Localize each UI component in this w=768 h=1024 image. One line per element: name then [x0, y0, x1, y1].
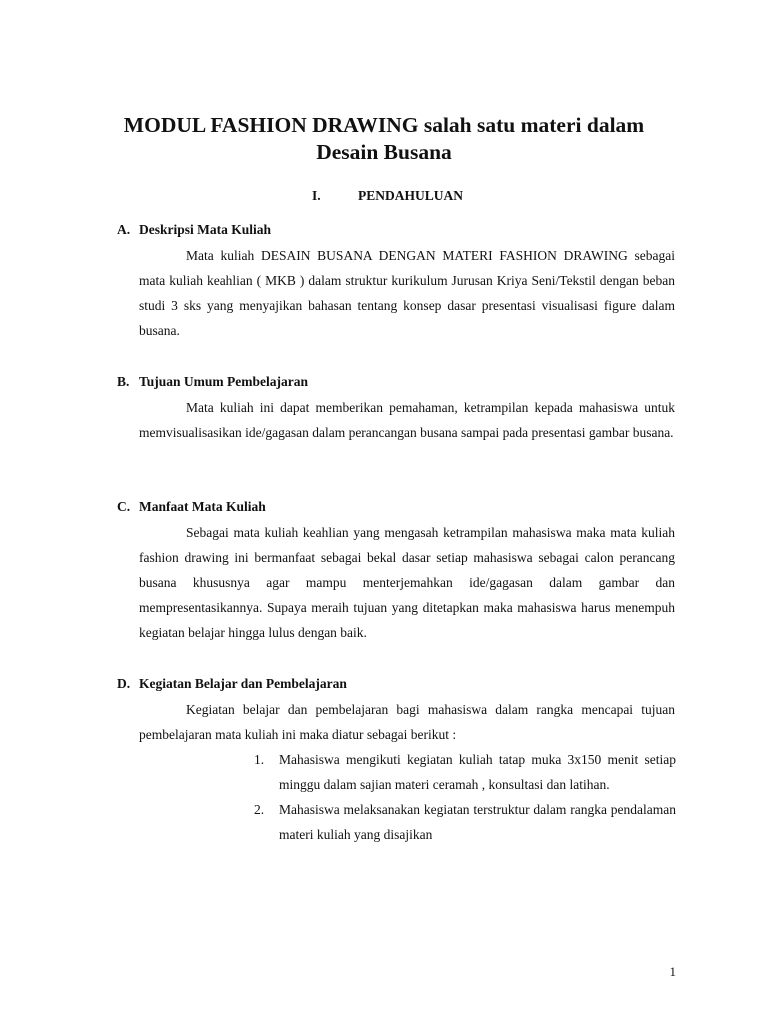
title-line-2: Desain Busana — [316, 140, 452, 164]
document-title — [80, 112, 688, 166]
chapter-heading — [0, 188, 768, 208]
section-letter: B. — [117, 374, 130, 389]
list-item — [254, 747, 676, 797]
section-letter: C. — [117, 499, 131, 514]
chapter-number: I. — [312, 188, 321, 203]
page-number: 1 — [669, 964, 676, 979]
list-item — [254, 797, 676, 847]
activity-list — [254, 747, 676, 847]
section-title: Deskripsi Mata Kuliah — [139, 222, 272, 237]
section-heading-a — [117, 222, 677, 242]
list-marker: 1. — [254, 752, 265, 767]
section-letter: A. — [117, 222, 131, 237]
title-line-1: MODUL FASHION DRAWING salah satu materi dalam — [123, 113, 645, 137]
list-marker: 2. — [254, 802, 265, 817]
section-paragraph-d: Kegiatan belajar dan pembelajaran bagi mahasiswa dalam rangka mencapai tujuan pembelajaran mata kuliah ini maka diatur sebagai berikut : — [139, 702, 675, 742]
list-item-text: Mahasiswa mengikuti kegiatan kuliah tatap muka 3x150 menit setiap minggu dalam sajian materi ceramah , konsultasi dan latihan. — [279, 752, 676, 792]
chapter-name: PENDAHULUAN — [358, 188, 464, 203]
section-title: Kegiatan Belajar dan Pembelajaran — [139, 676, 347, 691]
section-paragraph-a: Mata kuliah DESAIN BUSANA DENGAN MATERI FASHION DRAWING sebagai mata kuliah keahlian ( MKB ) dalam struktur kurikulum Jurusan Kriya Seni/Tekstil dengan beban studi 3 sks yang menyajikan bahasan tentang konsep dasar presentasi visualisasi figure dalam busana. — [139, 248, 675, 338]
section-heading-c — [117, 499, 677, 519]
section-paragraph-b: Mata kuliah ini dapat memberikan pemahaman, ketrampilan kepada mahasiswa untuk memvisualisasikan ide/gagasan dalam perancangan busana sampai pada presentasi gambar busana. — [139, 400, 675, 440]
list-item-text: Mahasiswa melaksanakan kegiatan terstruktur dalam rangka pendalaman materi kuliah yang disajikan — [279, 802, 676, 842]
section-letter: D. — [117, 676, 131, 691]
section-title: Manfaat Mata Kuliah — [139, 499, 266, 514]
section-heading-d — [117, 676, 677, 696]
section-heading-b — [117, 374, 677, 394]
section-paragraph-c: Sebagai mata kuliah keahlian yang mengasah ketrampilan mahasiswa maka mata kuliah fashion drawing ini bermanfaat sebagai bekal dasar setiap mahasiswa sebagai calon perancang busana khususnya agar mampu menterjemahkan ide/gagasan dalam gambar dan mempresentasikannya. Supaya meraih tujuan yang ditetapkan maka mahasiswa harus menempuh kegiatan belajar hingga lulus dengan baik. — [139, 525, 675, 640]
section-title: Tujuan Umum Pembelajaran — [139, 374, 309, 389]
